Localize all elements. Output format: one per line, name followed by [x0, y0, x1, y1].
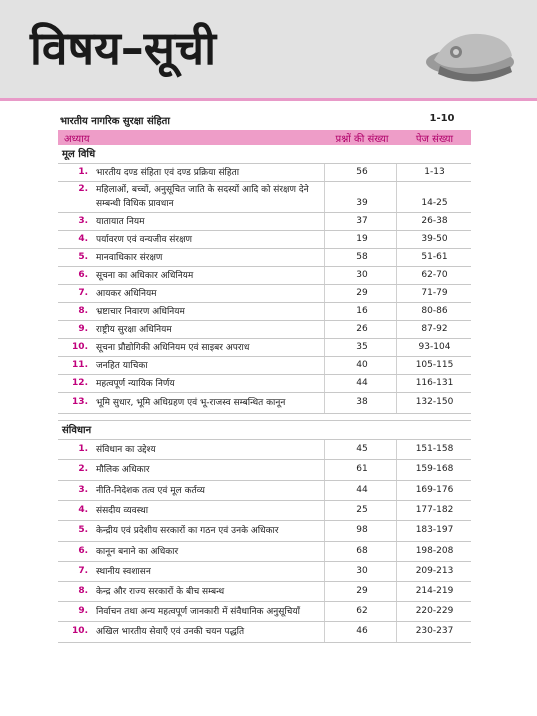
- column-divider: [324, 249, 325, 266]
- row-question-count: 56: [356, 167, 368, 177]
- column-divider: [324, 357, 325, 374]
- column-divider: [324, 321, 325, 338]
- row-topic: केन्द्रीय एवं प्रदेशीय सरकारों का गठन एवं उनके अधिकार: [96, 526, 279, 536]
- row-question-count: 39: [356, 198, 368, 208]
- row-question-count: 30: [356, 270, 368, 280]
- row-number: 4.: [78, 505, 88, 515]
- table-row: [58, 601, 471, 621]
- column-divider: [396, 542, 397, 561]
- row-question-count: 44: [356, 378, 368, 388]
- row-question-count: 29: [356, 288, 368, 298]
- column-divider: [324, 542, 325, 561]
- book-row: [60, 113, 480, 129]
- row-number: 9.: [78, 324, 88, 334]
- row-number: 11.: [72, 360, 88, 370]
- row-topic: महिलाओं, बच्चों, अनुसूचित जाति के सदस्यों आदि को संरक्षण देने सम्बन्धी विधिक प्रावधान: [96, 185, 309, 209]
- row-topic: भ्रष्टाचार निवारण अधिनियम: [96, 307, 185, 317]
- row-number: 10.: [72, 342, 88, 352]
- row-page-range: 62-70: [421, 270, 448, 280]
- row-topic: निर्वाचन तथा अन्य महत्वपूर्ण जानकारी में संवैधानिक अनुसूचियाँ: [96, 607, 300, 617]
- row-number: 7.: [78, 288, 88, 298]
- table-row: [58, 338, 471, 356]
- row-page-range: 198-208: [415, 546, 454, 556]
- column-divider: [396, 267, 397, 284]
- row-topic: मानवाधिकार संरक्षण: [96, 253, 163, 263]
- row-topic: भूमि सुधार, भूमि अधिग्रहण एवं भू-राजस्व सम्बन्धित कानून: [96, 398, 286, 408]
- column-divider: [396, 393, 397, 413]
- page-title: विषय–सूची: [30, 21, 216, 75]
- table-row: [58, 480, 471, 500]
- row-topic: भारतीय दण्ड संहिता एवं दण्ड प्रक्रिया संहिता: [96, 168, 240, 178]
- row-number: 12.: [72, 378, 88, 388]
- row-question-count: 35: [356, 342, 368, 352]
- row-topic: सूचना का अधिकार अधिनियम: [96, 271, 194, 281]
- row-page-range: 159-168: [415, 464, 454, 474]
- column-divider: [324, 562, 325, 581]
- row-number: 13.: [72, 397, 88, 407]
- column-divider: [324, 582, 325, 601]
- row-question-count: 46: [356, 626, 368, 636]
- table-row: [58, 284, 471, 302]
- column-divider: [396, 481, 397, 500]
- row-question-count: 25: [356, 505, 368, 515]
- row-page-range: 39-50: [421, 234, 448, 244]
- table-row: [58, 302, 471, 320]
- row-topic: महत्वपूर्ण न्यायिक निर्णय: [96, 379, 175, 389]
- row-number: 8.: [78, 306, 88, 316]
- table-row: [58, 266, 471, 284]
- row-page-range: 51-61: [421, 252, 448, 262]
- row-topic: संसदीय व्यवस्था: [96, 506, 149, 516]
- column-divider: [324, 164, 325, 181]
- row-page-range: 93-104: [418, 342, 451, 352]
- row-page-range: 214-219: [415, 586, 454, 596]
- col-pages-header: पेज संख्या: [415, 134, 454, 145]
- row-page-range: 105-115: [415, 360, 454, 370]
- book-name: भारतीय नागरिक सुरक्षा संहिता: [60, 116, 170, 127]
- row-number: 7.: [78, 566, 88, 576]
- column-divider: [396, 303, 397, 320]
- police-cap-icon: [420, 22, 524, 92]
- row-page-range: 87-92: [421, 324, 448, 334]
- row-question-count: 44: [356, 485, 368, 495]
- row-page-range: 14-25: [421, 198, 448, 208]
- row-topic: मौलिक अधिकार: [96, 465, 150, 475]
- row-question-count: 98: [356, 525, 368, 535]
- table-row: [58, 439, 471, 459]
- row-topic: पर्यावरण एवं वन्यजीव संरक्षण: [96, 235, 193, 245]
- table-header: [58, 130, 471, 145]
- column-divider: [324, 440, 325, 459]
- row-number: 10.: [72, 626, 88, 636]
- column-divider: [324, 622, 325, 642]
- column-divider: [324, 460, 325, 480]
- row-topic: केन्द्र और राज्य सरकारों के बीच सम्बन्ध: [96, 587, 225, 597]
- row-page-range: 116-131: [415, 378, 454, 388]
- section-heading: संविधान: [58, 420, 471, 439]
- section-heading: मूल विधि: [62, 149, 96, 160]
- row-question-count: 19: [356, 234, 368, 244]
- column-divider: [324, 303, 325, 320]
- row-number: 8.: [78, 586, 88, 596]
- column-divider: [324, 182, 325, 212]
- col-topic-header: अध्याय: [64, 134, 90, 145]
- row-topic: कानून बनाने का अधिकार: [96, 547, 179, 557]
- row-question-count: 62: [356, 606, 368, 616]
- row-page-range: 71-79: [421, 288, 448, 298]
- row-page-range: 169-176: [415, 485, 454, 495]
- column-divider: [324, 481, 325, 500]
- page-header: [0, 0, 537, 98]
- row-number: 6.: [78, 270, 88, 280]
- table-row: [58, 374, 471, 392]
- column-divider: [396, 440, 397, 459]
- row-number: 2.: [78, 464, 88, 474]
- row-number: 1.: [78, 167, 88, 177]
- column-divider: [324, 231, 325, 248]
- column-divider: [396, 231, 397, 248]
- row-question-count: 26: [356, 324, 368, 334]
- row-number: 9.: [78, 606, 88, 616]
- row-question-count: 61: [356, 464, 368, 474]
- row-question-count: 30: [356, 566, 368, 576]
- row-question-count: 40: [356, 360, 368, 370]
- column-divider: [396, 182, 397, 212]
- row-topic: आयकर अधिनियम: [96, 289, 157, 299]
- column-divider: [324, 521, 325, 541]
- row-topic: संविधान का उद्देश्य: [96, 445, 156, 455]
- row-number: 3.: [78, 485, 88, 495]
- column-divider: [396, 357, 397, 374]
- contents-table: [58, 130, 471, 643]
- row-page-range: 26-38: [421, 216, 448, 226]
- column-divider: [324, 375, 325, 392]
- column-divider: [396, 164, 397, 181]
- row-number: 4.: [78, 234, 88, 244]
- row-number: 1.: [78, 444, 88, 454]
- table-row: [58, 541, 471, 561]
- row-topic: सूचना प्रौद्योगिकी अधिनियम एवं साइबर अपराध: [96, 343, 250, 353]
- column-divider: [396, 321, 397, 338]
- table-row: [58, 500, 471, 520]
- column-divider: [396, 249, 397, 266]
- row-question-count: 38: [356, 397, 368, 407]
- table-row: [58, 356, 471, 374]
- table-row: [58, 163, 471, 181]
- column-divider: [324, 602, 325, 621]
- column-divider: [324, 501, 325, 520]
- book-range: 1-10: [429, 113, 455, 124]
- column-divider: [324, 213, 325, 230]
- row-number: 6.: [78, 546, 88, 556]
- table-row: [58, 561, 471, 581]
- row-page-range: 230-237: [415, 626, 454, 636]
- table-row: [58, 230, 471, 248]
- column-divider: [396, 460, 397, 480]
- row-topic: स्थानीय स्वशासन: [96, 567, 151, 577]
- row-number: 2.: [78, 184, 88, 194]
- column-divider: [396, 339, 397, 356]
- row-question-count: 58: [356, 252, 368, 262]
- column-divider: [396, 213, 397, 230]
- row-page-range: 177-182: [415, 505, 454, 515]
- column-divider: [396, 582, 397, 601]
- table-row: [58, 459, 471, 480]
- column-divider: [324, 339, 325, 356]
- row-question-count: 68: [356, 546, 368, 556]
- column-divider: [396, 622, 397, 642]
- row-topic: यातायात नियम: [96, 217, 145, 227]
- row-page-range: 209-213: [415, 566, 454, 576]
- column-divider: [396, 375, 397, 392]
- row-topic: राष्ट्रीय सुरक्षा अधिनियम: [96, 325, 172, 335]
- column-divider: [396, 521, 397, 541]
- row-page-range: 80-86: [421, 306, 448, 316]
- column-divider: [396, 602, 397, 621]
- row-question-count: 29: [356, 586, 368, 596]
- row-question-count: 16: [356, 306, 368, 316]
- table-row: [58, 320, 471, 338]
- table-row: [58, 212, 471, 230]
- column-divider: [396, 562, 397, 581]
- row-page-range: 220-229: [415, 606, 454, 616]
- row-topic: नीति-निदेशक तत्व एवं मूल कर्तव्य: [96, 486, 205, 496]
- row-page-range: 132-150: [415, 397, 454, 407]
- row-question-count: 37: [356, 216, 368, 226]
- table-row: [58, 581, 471, 601]
- row-number: 5.: [78, 525, 88, 535]
- row-topic: अखिल भारतीय सेवाएँ एवं उनकी चयन पद्धति: [96, 627, 245, 637]
- table-row: [58, 392, 471, 414]
- row-page-range: 151-158: [415, 444, 454, 454]
- row-number: 5.: [78, 252, 88, 262]
- column-divider: [324, 285, 325, 302]
- table-row: [58, 181, 471, 212]
- row-topic: जनहित याचिका: [96, 361, 148, 371]
- header-divider: [0, 98, 537, 101]
- table-row: [58, 248, 471, 266]
- column-divider: [324, 267, 325, 284]
- table-row: [58, 621, 471, 643]
- row-page-range: 1-13: [424, 167, 445, 177]
- row-question-count: 45: [356, 444, 368, 454]
- col-questions-header: प्रश्नों की संख्या: [335, 134, 389, 145]
- column-divider: [324, 393, 325, 413]
- column-divider: [396, 285, 397, 302]
- table-row: [58, 520, 471, 541]
- column-divider: [396, 501, 397, 520]
- row-page-range: 183-197: [415, 525, 454, 535]
- row-number: 3.: [78, 216, 88, 226]
